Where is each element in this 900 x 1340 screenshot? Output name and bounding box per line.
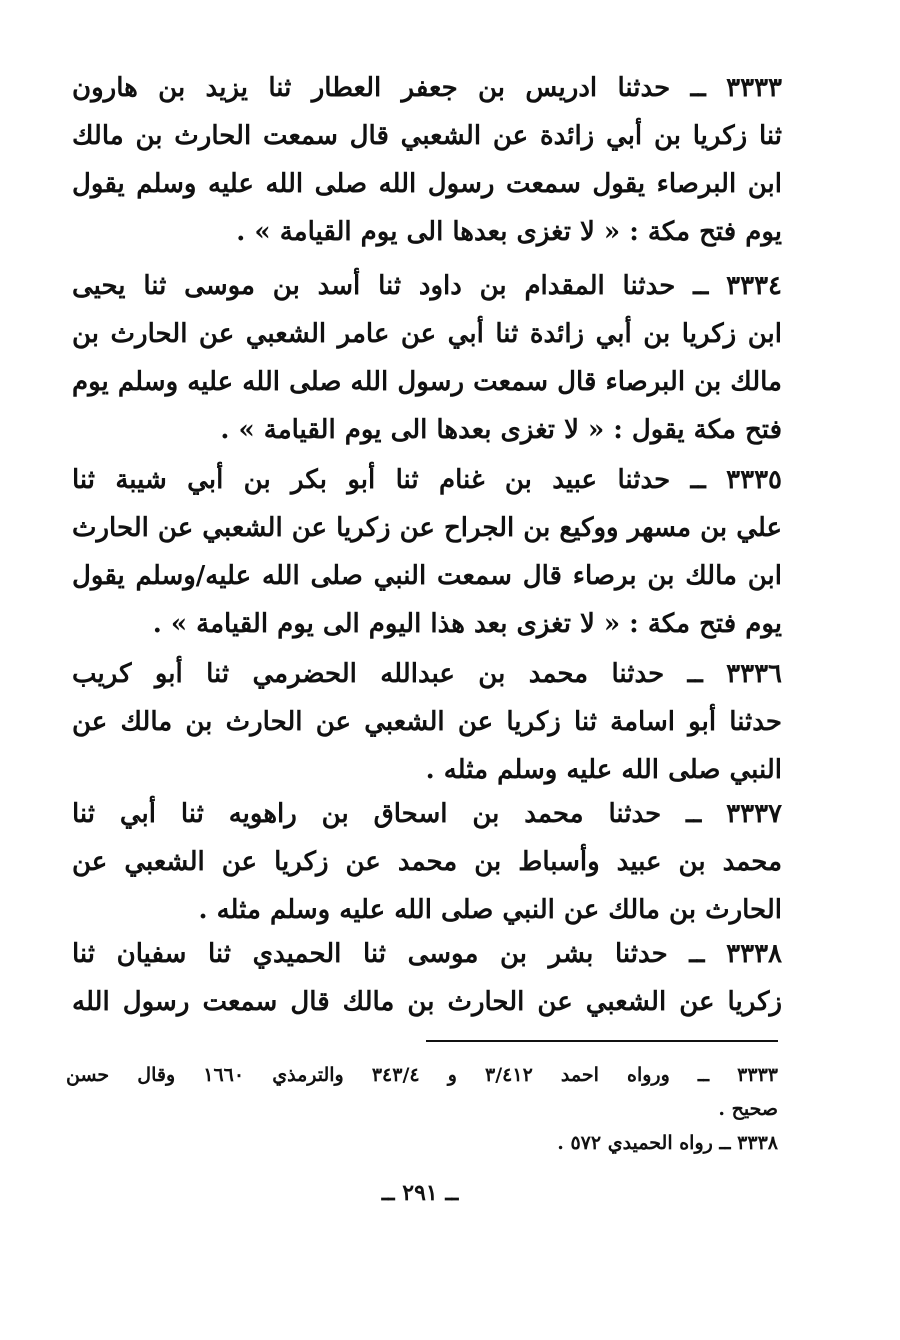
- footnotes: [66, 1058, 778, 1160]
- page-number: ــ ٢٩١ ــ: [381, 1180, 459, 1206]
- text-line: ٣٣٣٤ ــ حدثنا المقدام بن داود ثنا أسد بن موسى ثنا يحيى: [72, 271, 782, 301]
- text-line: ابن البرصاء يقول سمعت رسول الله صلى الله عليه وسلم يقول: [72, 169, 782, 199]
- text-line: ٣٣٣٥ ــ حدثنا عبيد بن غنام ثنا أبو بكر بن أبي شيبة ثنا: [72, 465, 782, 495]
- text-line: ثنا زكريا بن أبي زائدة عن الشعبي قال سمعت الحارث بن مالك: [72, 121, 782, 151]
- footnote-line: ٣٣٣٣ ــ ورواه احمد ٣/٤١٢ و ٣٤٣/٤ والترمذي ١٦٦٠ وقال حسن: [66, 1064, 778, 1086]
- footnote-divider: [426, 1040, 778, 1042]
- text-line: ٣٣٣٨ ــ حدثنا بشر بن موسى ثنا الحميدي ثنا سفيان ثنا: [72, 939, 782, 969]
- text-line: مالك بن البرصاء قال سمعت رسول الله صلى الله عليه وسلم يوم: [72, 367, 782, 397]
- text-line: ٣٣٣٣ ــ حدثنا ادريس بن جعفر العطار ثنا يزيد بن هارون: [72, 73, 782, 103]
- text-line: يوم فتح مكة : « لا تغزى بعد هذا اليوم الى يوم القيامة » .: [152, 609, 782, 639]
- text-line: فتح مكة يقول : « لا تغزى بعدها الى يوم القيامة » .: [220, 415, 782, 445]
- text-line: ابن مالك بن برصاء قال سمعت النبي صلى الله عليه/وسلم يقول: [72, 561, 782, 591]
- text-line: ٣٣٣٦ ــ حدثنا محمد بن عبدالله الحضرمي ثنا أبو كريب: [72, 659, 782, 689]
- hadith-3333: [72, 64, 782, 256]
- hadith-3337: [72, 790, 782, 934]
- text-line: يوم فتح مكة : « لا تغزى بعدها الى يوم القيامة » .: [236, 217, 782, 247]
- text-line: حدثنا أبو اسامة ثنا زكريا عن الشعبي عن الحارث بن مالك عن: [72, 707, 782, 737]
- text-line: علي بن مسهر ووكيع بن الجراح عن زكريا عن الشعبي عن الحارث: [72, 513, 782, 543]
- text-line: ٣٣٣٧ ــ حدثنا محمد بن اسحاق بن راهويه ثنا أبي ثنا: [72, 799, 782, 829]
- hadith-3335: [72, 456, 782, 648]
- footnote-line: صحيح .: [718, 1098, 778, 1120]
- text-line: الحارث بن مالك عن النبي صلى الله عليه وسلم مثله .: [198, 895, 782, 925]
- text-line: النبي صلى الله عليه وسلم مثله .: [425, 755, 782, 785]
- hadith-3336: [72, 650, 782, 794]
- hadith-3334: [72, 262, 782, 454]
- text-line: زكريا عن الشعبي عن الحارث بن مالك قال سمعت رسول الله: [72, 987, 782, 1017]
- text-line: ابن زكريا بن أبي زائدة ثنا أبي عن عامر الشعبي عن الحارث بن: [72, 319, 782, 349]
- text-line: محمد بن عبيد وأسباط بن محمد عن زكريا عن الشعبي عن: [72, 847, 782, 877]
- hadith-3338: [72, 930, 782, 1026]
- footnote-line: ٣٣٣٨ ــ رواه الحميدي ٥٧٢ .: [557, 1132, 778, 1154]
